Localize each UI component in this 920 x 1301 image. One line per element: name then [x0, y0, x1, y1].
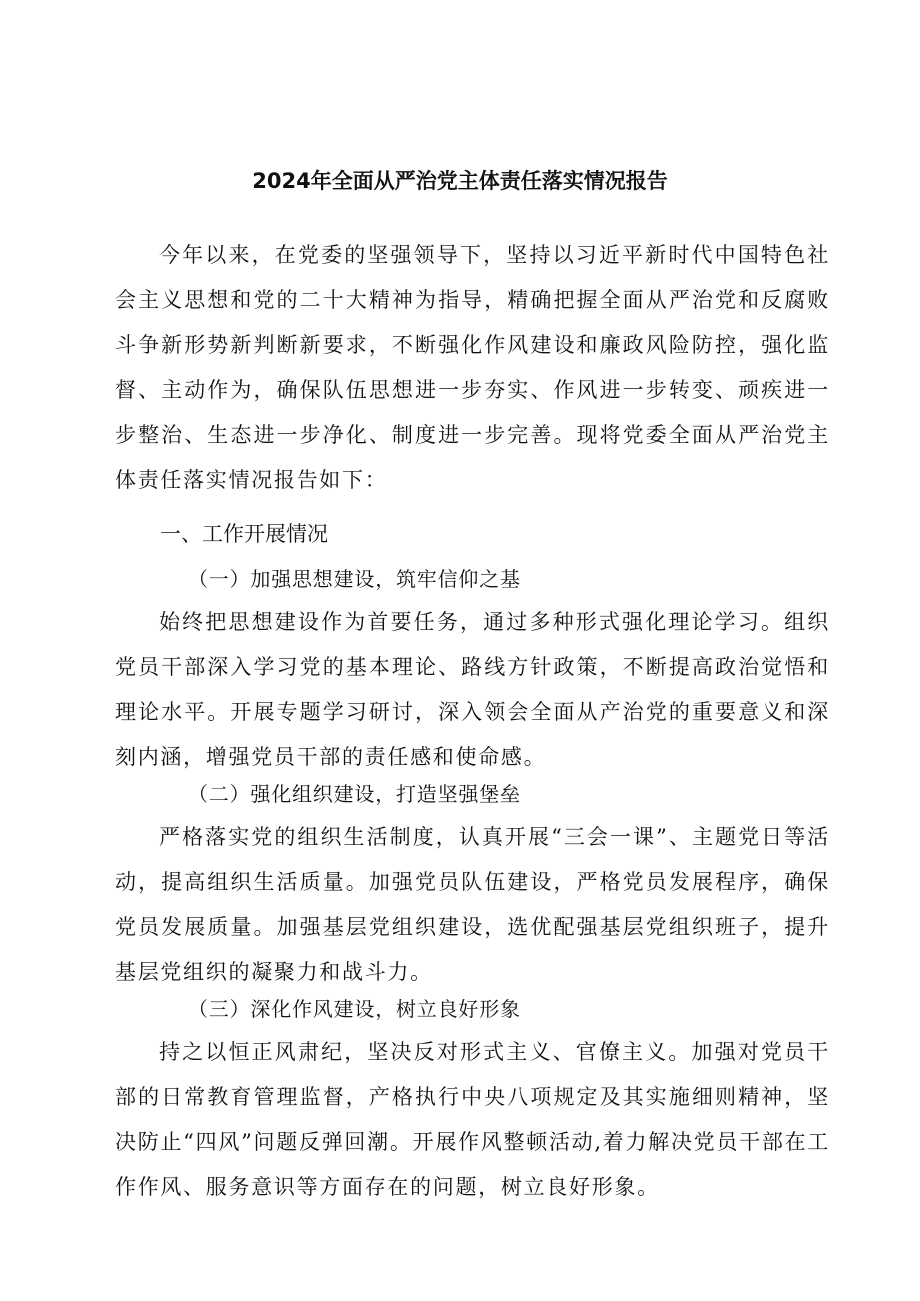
document-title: 2024年全面从严治党主体责任落实情况报告 — [252, 169, 668, 193]
paragraph-ideology: 始终把思想建设作为首要任务，通过多种形式强化理论学习。组织党员干部深入学习党的基本理论、路线方针政策，不断提高政治觉悟和理论水平。开展专题学习研讨，深入领会全面从产治党的重要意义和深刻内涵，增强党员干部的责任感和使命感。 — [115, 610, 830, 769]
paragraph-conduct: 持之以恒正风肃纪，坚决反对形式主义、官僚主义。加强对党员干部的日常教育管理监督，产格执行中央八项规定及其实施细则精神，坚决防止“四风”问题反弹回潮。开展作风整顿活动,着力解决党员干部在工作作风、服务意识等方面存在的问题，树立良好形象。 — [115, 1040, 830, 1199]
subsection-heading-ideology: （一）加强思想建设，筑牢信仰之基 — [188, 567, 521, 591]
intro-paragraph: 今年以来，在党委的坚强领导下，坚持以习近平新时代中国特色社会主义思想和党的二十大精神为指导，精确把握全面从严治党和反腐败斗争新形势新判断新要求，不断强化作风建设和廉政风险防控，强化监督、主动作为，确保队伍思想进一步夯实、作风进一步转变、顽疾进一步整治、生态进一步净化、制度进一步完善。现将党委全面从严治党主体责任落实情况报告如下： — [115, 243, 830, 492]
subsection-heading-conduct: （三）深化作风建设，树立良好形象 — [188, 997, 521, 1021]
subsection-heading-organization: （二）强化组织建设，打造坚强堡垒 — [188, 782, 521, 806]
paragraph-organization: 严格落实党的组织生活制度，认真开展“三会一课”、主题党日等活动，提高组织生活质量。加强党员队伍建设，严格党员发展程序，确保党员发展质量。加强基层党组织建设，选优配强基层党组织班子，提升基层党组织的凝聚力和战斗力。 — [115, 825, 830, 984]
section-heading-work: 一、工作开展情况 — [160, 522, 328, 546]
